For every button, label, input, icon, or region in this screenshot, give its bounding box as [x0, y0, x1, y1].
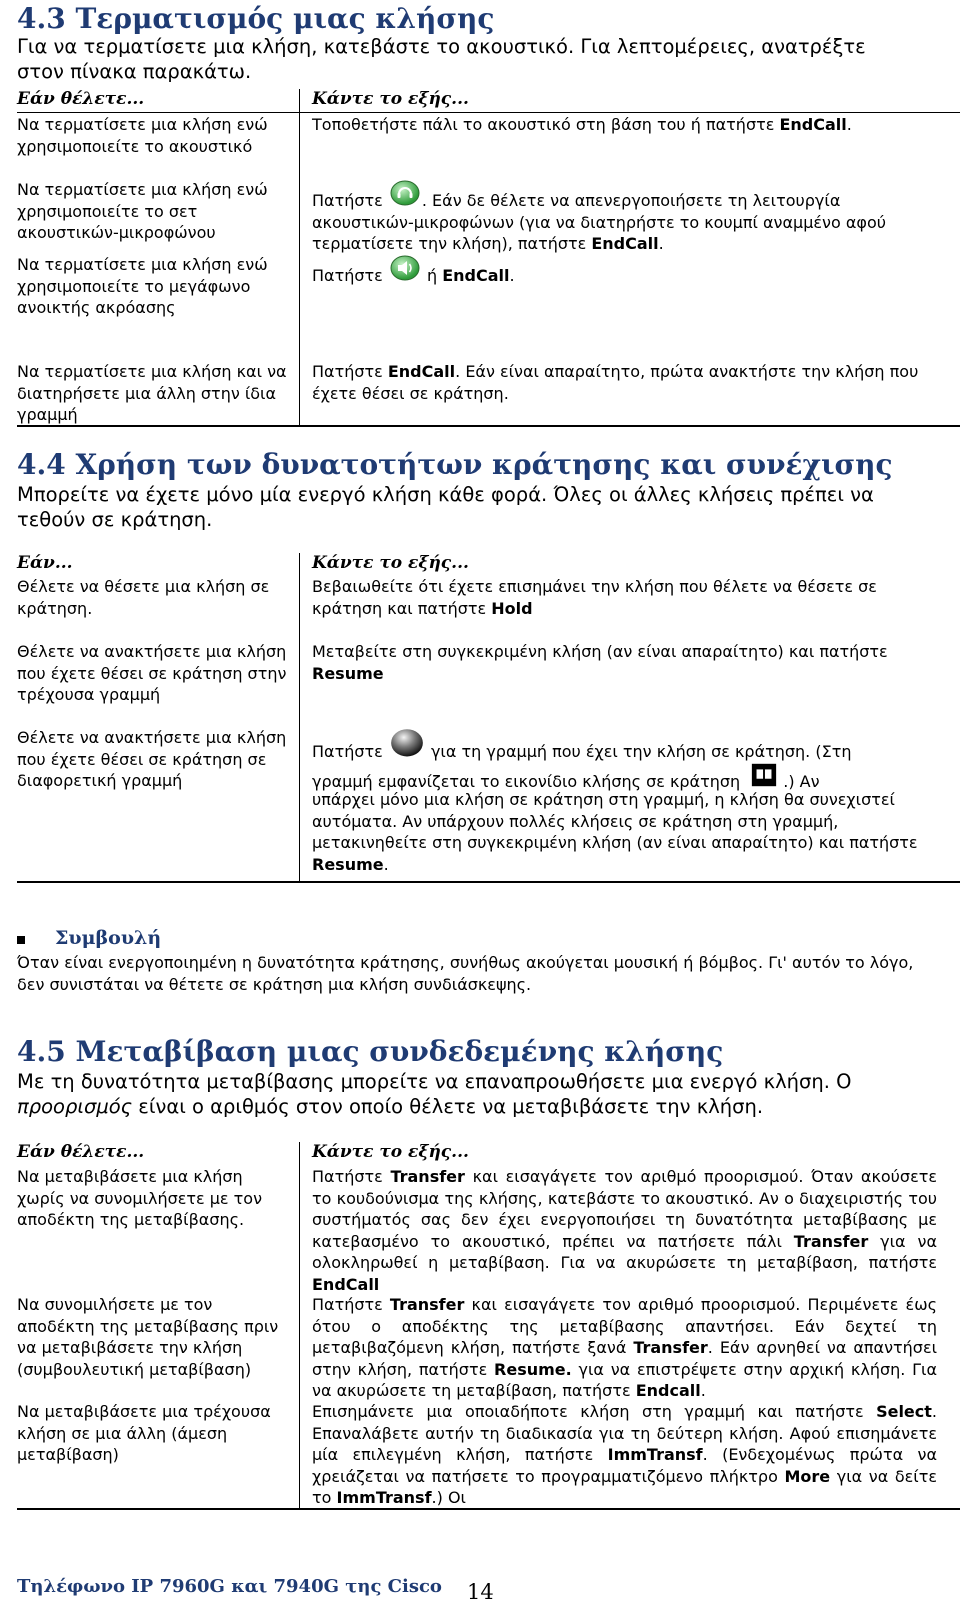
section-4-3-title: 4.3 Τερματισμός μιας κλήσης	[17, 2, 495, 35]
section-4-5-intro: Με τη δυνατότητα μεταβίβασης μπορείτε να επαναπροωθήσετε μια ενεργό κλήση. Ο προορισμός είναι ο αριθμός στον οποίο θέλετε να μεταβιβάσετε την κλήση.	[17, 1070, 852, 1118]
table-row-handset-left: Να τερματίσετε μια κλήση ενώ χρησιμοποιείτε το ακουστικό	[17, 115, 268, 156]
table-row-consult-transfer-right: Πατήστε Transfer και εισαγάγετε τον αριθμό προορισμού. Περιμένετε έως ότου ο αποδέκτης της μεταβίβασης απαντήσει. Εάν δεχτεί τη μεταβιβαζόμενη κλήση, πατήστε ξανά Transfer. Εάν αρνηθεί να απαντήσει στην κλήση, πατήστε Resume. για να επιστρέψετε στην αρχική κλήση. Για να ακυρώσετε τη μεταβίβαση, πατήστε Endcall.	[312, 1295, 937, 1400]
table-row-keep-other-right: Πατήστε EndCall. Εάν είναι απαραίτητο, πρώτα ανακτήστε την κλήση που έχετε θέσει σε κράτηση.	[312, 362, 919, 403]
tip-bullet-icon	[17, 936, 25, 944]
table-row-resume-current-right: Μεταβείτε στη συγκεκριμένη κλήση (αν είναι απαραίτητο) και πατήστε Resume	[312, 642, 888, 683]
table-row-blind-transfer-left: Να μεταβιβάσετε μια κλήση χωρίς να συνομιλήσετε με τον αποδέκτη της μεταβίβασης.	[17, 1167, 263, 1229]
speaker-icon	[390, 254, 420, 284]
table-header-rule	[17, 112, 960, 113]
tip-text: Όταν είναι ενεργοποιημένη η δυνατότητα κράτησης, συνήθως ακούγεται μουσική ή βόμβος. Γι' αυτόν το λόγο, δεν συνιστάται να θέτετε σε κράτηση μια κλήση συνδιάσκεψης.	[17, 953, 914, 994]
table-row-headset-right: Πατήστε . Εάν δε θέλετε να απενεργοποιήσετε τη λειτουργία ακουστικών-μικροφώνων (για να διατηρήστε το κουμπί αναμμένο αφού τερματίσετε την κλήση), πατήστε EndCall.	[312, 179, 937, 255]
col-header-if: Εάν θέλετε...	[17, 1142, 145, 1162]
column-divider	[299, 1142, 300, 1508]
table-row-speaker-left: Να τερματίσετε μια κλήση ενώ χρησιμοποιείτε το μεγάφωνο ανοικτής ακρόασης	[17, 255, 268, 317]
section-4-4-intro: Μπορείτε να έχετε μόνο μία ενεργό κλήση κάθε φορά. Όλες οι άλλες κλήσεις πρέπει να τεθούν σε κράτηση.	[17, 483, 874, 531]
table-bottom-rule	[17, 1508, 960, 1510]
column-divider	[299, 89, 300, 425]
table-row-hold-right: Βεβαιωθείτε ότι έχετε επισημάνει την κλήση που θέλετε να θέσετε σε κράτηση και πατήστε Hold	[312, 577, 877, 618]
footer-title: Τηλέφωνο IP 7960G και 7940G της Cisco	[17, 1576, 442, 1597]
transfer-table	[17, 1142, 960, 1562]
column-divider	[299, 553, 300, 881]
table-row-resume-other-left: Θέλετε να ανακτήσετε μια κλήση που έχετε θέσει σε κράτηση σε διαφορετική γραμμή	[17, 728, 287, 790]
table-row-direct-transfer-left: Να μεταβιβάσετε μια τρέχουσα κλήση σε μια άλλη (άμεση μεταβίβαση)	[17, 1402, 271, 1464]
table-bottom-rule	[17, 425, 960, 427]
col-header-do: Κάντε το εξής...	[312, 553, 469, 573]
table-row-resume-current-left: Θέλετε να ανακτήσετε μια κλήση που έχετε θέσει σε κράτηση στην τρέχουσα γραμμή	[17, 642, 287, 704]
section-4-4-title: 4.4 Χρήση των δυνατοτήτων κράτησης και συνέχισης	[17, 448, 893, 481]
table-row-headset-left: Να τερματίσετε μια κλήση ενώ χρησιμοποιείτε το σετ ακουστικών-μικροφώνου	[17, 180, 268, 242]
table-row-direct-transfer-right: Επισημάνετε μια οποιαδήποτε κλήση στη γραμμή και πατήστε Select. Επαναλάβετε αυτήν τη διαδικασία για τη δεύτερη κλήση. Αφού επισημάνετε μία επιλεγμένη κλήση, πατήστε ImmTransf. (Ενδεχομένως πρώτα να χρειάζεται να πατήσετε το προγραμματιζόμενο πλήκτρο More για να δείτε το ImmTransf.) Οι	[312, 1402, 937, 1507]
table-row-blind-transfer-right: Πατήστε Transfer και εισαγάγετε τον αριθμό προορισμού. Όταν ακούσετε το κουδούνισμα της κλήσης, κατεβάστε το ακουστικό. Αν ο διαχειριστής του συστήματός σας δεν έχει ενεργοποιήσει τη δυνατότητα μεταβίβασης με κατεβασμένο το ακουστικό, πρέπει να πατήσετε πάλι Transfer για να ολοκληρωθεί η μεταβίβαση. Για να ακυρώσετε τη μεταβίβαση, πατήστε EndCall	[312, 1167, 938, 1294]
col-header-do: Κάντε το εξής...	[312, 89, 469, 109]
table-row-handset-right: Τοποθετήστε πάλι το ακουστικό στη βάση του ή πατήστε EndCall.	[312, 115, 852, 134]
table-row-consult-transfer-left: Να συνομιλήσετε με τον αποδέκτη της μεταβίβασης πριν να μεταβιβάσετε την κλήση (συμβουλευτική μεταβίβαση)	[17, 1295, 279, 1379]
section-4-3-intro: Για να τερματίσετε μια κλήση, κατεβάστε το ακουστικό. Για λεπτομέρειες, ανατρέξτε στον πίνακα παρακάτω.	[17, 35, 866, 83]
table-row-speaker-right: Πατήστε ή EndCall.	[312, 254, 937, 287]
line-button-icon	[390, 727, 424, 761]
col-header-if: Εάν...	[17, 553, 73, 573]
headset-icon	[390, 179, 420, 209]
tip-heading: Συμβουλή	[55, 927, 162, 949]
hold-icon	[747, 761, 781, 789]
page-number: 14	[467, 1580, 494, 1604]
hold-resume-table	[17, 553, 960, 887]
table-bottom-rule	[17, 881, 960, 883]
section-4-5-title: 4.5 Μεταβίβαση μιας συνδεδεμένης κλήσης	[17, 1035, 724, 1068]
col-header-if: Εάν θέλετε...	[17, 89, 145, 109]
table-row-keep-other-left: Να τερματίσετε μια κλήση και να διατηρήσετε μια άλλη στην ίδια γραμμή	[17, 362, 287, 424]
table-row-resume-other-right: Πατήστε για τη γραμμή που έχει την κλήση σε κράτηση. (Στη γραμμή εμφανίζεται το εικονίδιο κλήσης σε κράτηση .) Αν υπάρχει μόνο μια κλήση σε κράτηση στη γραμμή, η κλήση θα συνεχιστεί αυτόματα. Αν υπάρχουν πολλές κλήσεις σε κράτηση στη γραμμή, μετακινηθείτε στη συγκεκριμένη κλήση (αν είναι απαραίτητο) και πατήστε Resume.	[312, 727, 937, 875]
col-header-do: Κάντε το εξής...	[312, 1142, 469, 1162]
table-row-hold-left: Θέλετε να θέσετε μια κλήση σε κράτηση.	[17, 577, 270, 618]
end-call-table	[17, 89, 960, 429]
